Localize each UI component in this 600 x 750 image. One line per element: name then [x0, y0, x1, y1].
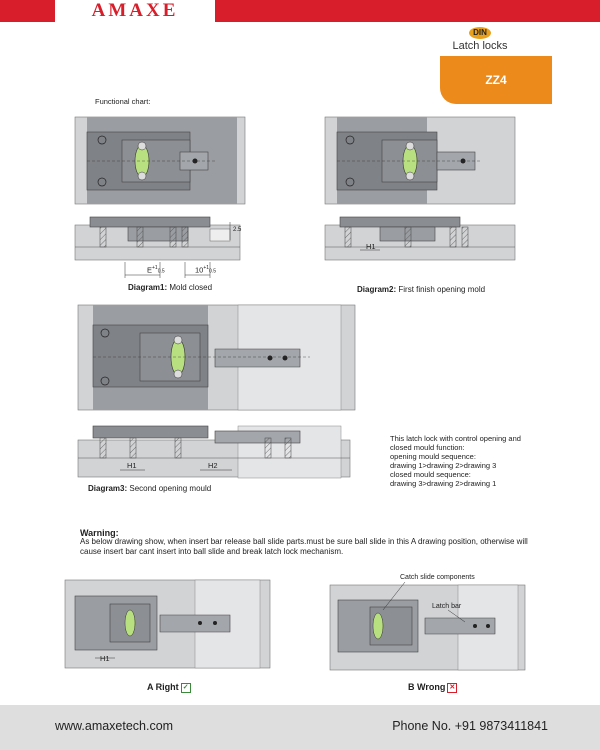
note-line: closed mould sequence: [390, 470, 471, 479]
diagram3-side-view [78, 426, 350, 478]
callout-latch-bar: Latch bar [432, 603, 462, 610]
warning-text: As below drawing show, when insert bar release ball slide parts.must be sure ball slide in this A drawing position, otherwise will cause insert bar cant insert into ball slide and break latch lock mechanism. [80, 537, 528, 556]
warning-title: Warning: [80, 528, 119, 538]
note-line: opening mould sequence: [390, 452, 476, 461]
footer [0, 705, 600, 750]
b-wrong-label: B Wrong ✕ [408, 682, 457, 693]
a-right-label: A Right ✓ [147, 682, 191, 693]
diagram2-caption: Diagram2: First finish opening mold [357, 285, 486, 294]
note-line: closed mould function: [390, 443, 465, 452]
brand-logo-text: AMAXE [91, 0, 179, 21]
din-badge: DIN [469, 27, 491, 39]
note-line: This latch lock with control opening and [390, 434, 521, 443]
drawing-b-wrong [330, 582, 525, 670]
note-line: drawing 1>drawing 2>drawing 3 [390, 461, 497, 470]
diagram1-caption: Diagram1: Mold closed [128, 283, 213, 292]
d1-dim-10: $10^{+1}0.5$ [195, 265, 216, 275]
diagram3-caption: Diagram3: Second opening mould [88, 484, 212, 493]
drawing-a-right [65, 580, 270, 668]
cross-icon: ✕ [447, 683, 457, 693]
diagram2-side-view [325, 217, 515, 260]
note-line: drawing 3>drawing 2>drawing 1 [390, 479, 497, 488]
d1-dim-e: $E^{+1}0.5$ [147, 265, 165, 275]
diagram2-top-view [325, 117, 515, 204]
diagram3-top-view [78, 305, 355, 410]
section-title: Functional chart: [95, 97, 151, 106]
diagram1-top-view [75, 117, 245, 204]
d3-dim-h1: H1 [127, 461, 137, 470]
d2-dim-h1: H1 [366, 242, 376, 251]
footer-website[interactable]: www.amaxetech.com [55, 719, 174, 733]
d3-dim-h2: H2 [208, 461, 218, 470]
product-title: Latch locks [452, 40, 508, 52]
footer-phone: Phone No. +91 9873411841 [392, 719, 548, 733]
sequence-notes [390, 434, 570, 488]
product-code: ZZ4 [485, 73, 507, 87]
a-dim-h1: H1 [100, 654, 110, 663]
check-icon: ✓ [181, 683, 191, 693]
d1-dim-side: 2.5 [233, 227, 242, 233]
callout-catch-slide: Catch slide components [400, 574, 475, 581]
